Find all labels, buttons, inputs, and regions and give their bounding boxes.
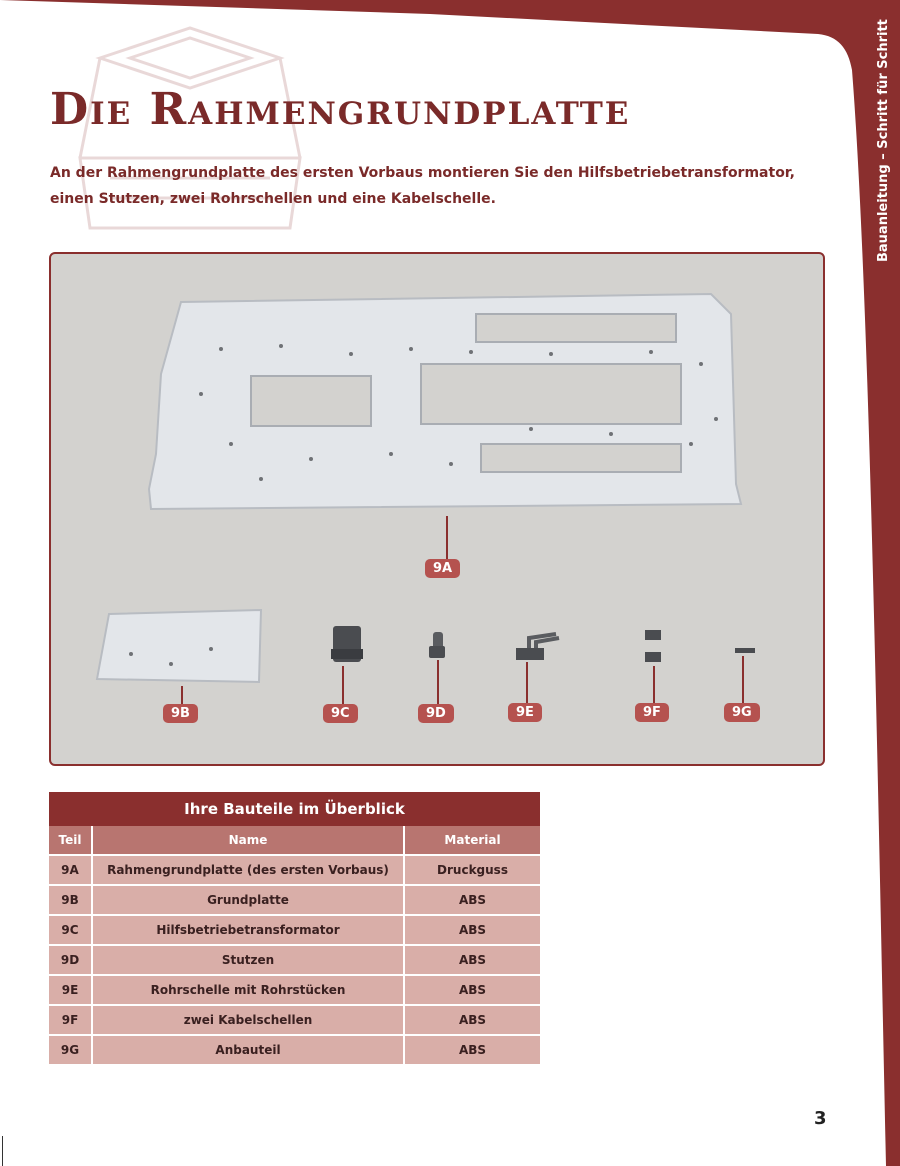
table-row — [49, 1004, 540, 1034]
column-header-name: Name — [93, 826, 405, 854]
side-section-label: Bauanleitung – Schritt für Schritt — [876, 19, 891, 262]
table-row — [49, 914, 540, 944]
cell-name: Hilfsbetriebetransformator — [93, 914, 405, 944]
cell-name: Grundplatte — [93, 884, 405, 914]
table-row — [49, 974, 540, 1004]
table-row — [49, 854, 540, 884]
table-row — [49, 884, 540, 914]
label-9b: 9B — [163, 704, 198, 723]
attachment-9g — [735, 648, 755, 653]
cell-name: zwei Kabelschellen — [93, 1004, 405, 1034]
label-9c: 9C — [323, 704, 358, 723]
label-9a: 9A — [425, 559, 460, 578]
cell-teil: 9A — [49, 854, 93, 884]
cell-teil: 9F — [49, 1004, 93, 1034]
cell-material: ABS — [405, 1004, 540, 1034]
cable-clamps-9f — [645, 630, 661, 662]
table-row — [49, 944, 540, 974]
cell-teil: 9D — [49, 944, 93, 974]
label-9f: 9F — [635, 703, 669, 722]
intro-paragraph: An der Rahmengrundplatte des ersten Vorbaus montieren Sie den Hilfsbetriebetransformator, einen Stutzen, zwei Rohrschellen und eine Kabelschelle. — [50, 165, 795, 207]
crop-mark — [2, 1136, 3, 1166]
cell-teil: 9G — [49, 1034, 93, 1064]
table-row — [49, 1034, 540, 1064]
cell-name: Rahmengrundplatte (des ersten Vorbaus) — [93, 854, 405, 884]
cell-material: ABS — [405, 944, 540, 974]
transformer-9c — [331, 626, 363, 662]
parts-photo — [49, 252, 825, 766]
cell-material: ABS — [405, 1034, 540, 1064]
parts-overview-table — [49, 792, 540, 1064]
cell-name: Anbauteil — [93, 1034, 405, 1064]
cell-teil: 9E — [49, 974, 93, 1004]
cell-material: ABS — [405, 884, 540, 914]
stub-9d — [429, 632, 445, 658]
label-9d: 9D — [418, 704, 454, 723]
table-title: Ihre Bauteile im Überblick — [49, 792, 540, 826]
frame-plate-9a — [149, 294, 741, 509]
column-header-material: Material — [405, 826, 540, 854]
page-title: Die Rahmengrundplatte — [50, 84, 631, 135]
label-9g: 9G — [724, 703, 760, 722]
cell-name: Rohrschelle mit Rohrstücken — [93, 974, 405, 1004]
cell-teil: 9B — [49, 884, 93, 914]
base-plate-9b — [97, 610, 261, 682]
cell-material: ABS — [405, 914, 540, 944]
cell-name: Stutzen — [93, 944, 405, 974]
cell-material: Druckguss — [405, 854, 540, 884]
parts-photo-drawing — [51, 254, 825, 766]
column-header-teil: Teil — [49, 826, 93, 854]
cell-material: ABS — [405, 974, 540, 1004]
page-number: 3 — [814, 1108, 827, 1129]
cell-teil: 9C — [49, 914, 93, 944]
label-9e: 9E — [508, 703, 542, 722]
